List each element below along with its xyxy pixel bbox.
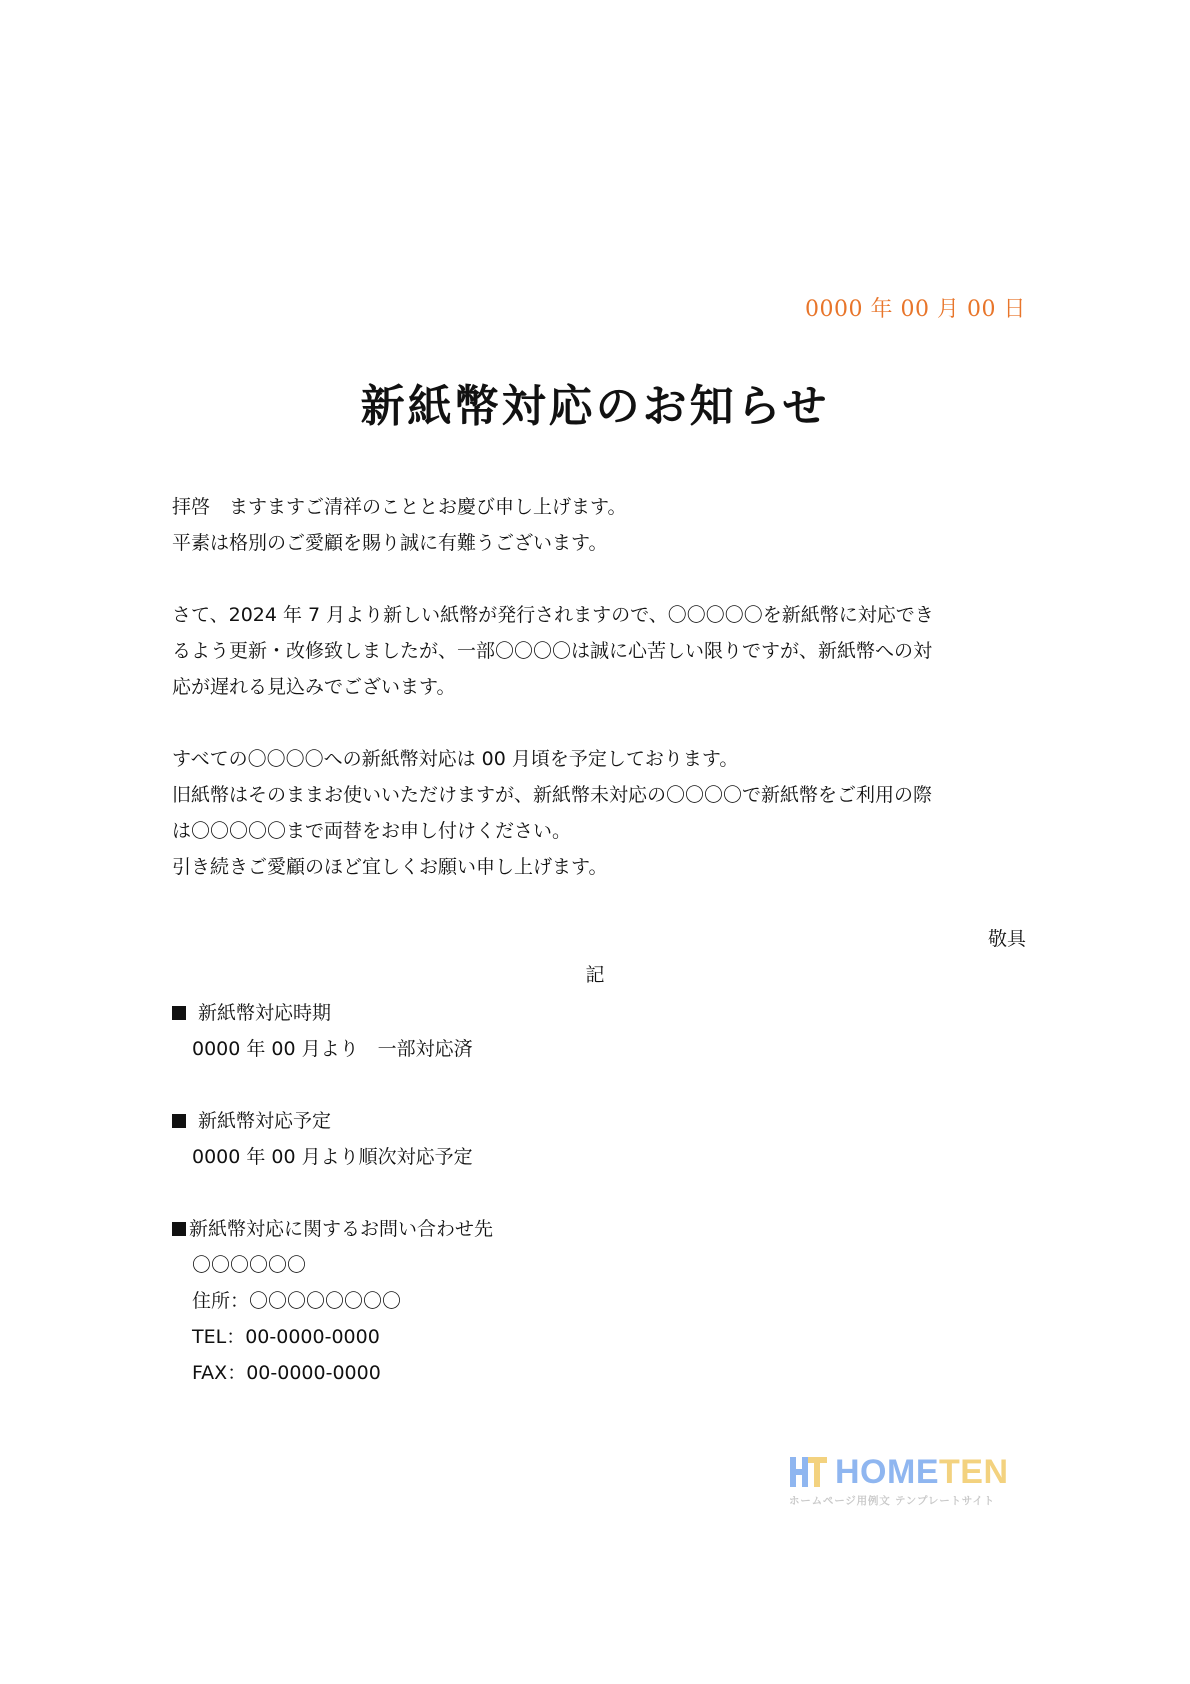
logo-wordmark: HOMETEN — [835, 1453, 1009, 1491]
document-date: 0000 年 00 月 00 日 — [805, 297, 1026, 322]
body-line: 応が遅れる見込みでございます。 — [172, 676, 456, 698]
body-line: は〇〇〇〇〇まで両替をお申し付けください。 — [172, 820, 572, 842]
body-line: 旧紙幣はそのままお使いいただけますが、新紙幣未対応の〇〇〇〇で新紙幣をご利用の際 — [172, 784, 933, 806]
body-line: さて、2024 年 7 月より新しい紙幣が発行されますので、〇〇〇〇〇を新紙幣に対応でき — [172, 604, 934, 626]
contact-tel: TEL：00-0000-0000 — [192, 1326, 380, 1348]
square-bullet-icon — [172, 1114, 186, 1128]
letter-body — [172, 489, 1022, 885]
section-heading: 新紙幣対応に関するお問い合わせ先 — [172, 1211, 493, 1247]
document-title: 新紙幣対応のお知らせ — [360, 381, 830, 432]
contact-name: 〇〇〇〇〇〇 — [192, 1254, 307, 1276]
ki-heading: 記 — [585, 964, 605, 986]
square-bullet-icon — [172, 1006, 186, 1020]
details-section — [172, 995, 493, 1391]
body-line: すべての〇〇〇〇への新紙幣対応は 00 月頃を予定しております。 — [172, 748, 739, 770]
greeting-line: 拝啓 ますますご清祥のこととお慶び申し上げます。 — [172, 496, 627, 518]
closing-keigu: 敬具 — [987, 928, 1026, 950]
logo-tagline: ホームページ用例文 テンプレートサイト — [789, 1495, 995, 1507]
body-line: 引き続きご愛顧のほど宜しくお願い申し上げます。 — [172, 856, 608, 878]
section-value: 0000 年 00 月より順次対応予定 — [192, 1146, 473, 1168]
section-heading: 新紙幣対応予定 — [172, 1103, 493, 1139]
hometen-logo — [787, 1454, 1017, 1510]
greeting-line: 平素は格別のご愛顧を賜り誠に有難うございます。 — [172, 532, 608, 554]
contact-fax: FAX：00-0000-0000 — [192, 1362, 381, 1384]
section-heading: 新紙幣対応時期 — [172, 995, 493, 1031]
section-value: 0000 年 00 月より 一部対応済 — [192, 1038, 473, 1060]
square-bullet-icon — [172, 1222, 186, 1236]
body-line: るよう更新・改修致しましたが、一部〇〇〇〇は誠に心苦しい限りですが、新紙幣への対 — [172, 640, 933, 662]
contact-address: 住所：〇〇〇〇〇〇〇〇 — [192, 1290, 402, 1312]
hometen-mark-icon — [787, 1454, 829, 1490]
